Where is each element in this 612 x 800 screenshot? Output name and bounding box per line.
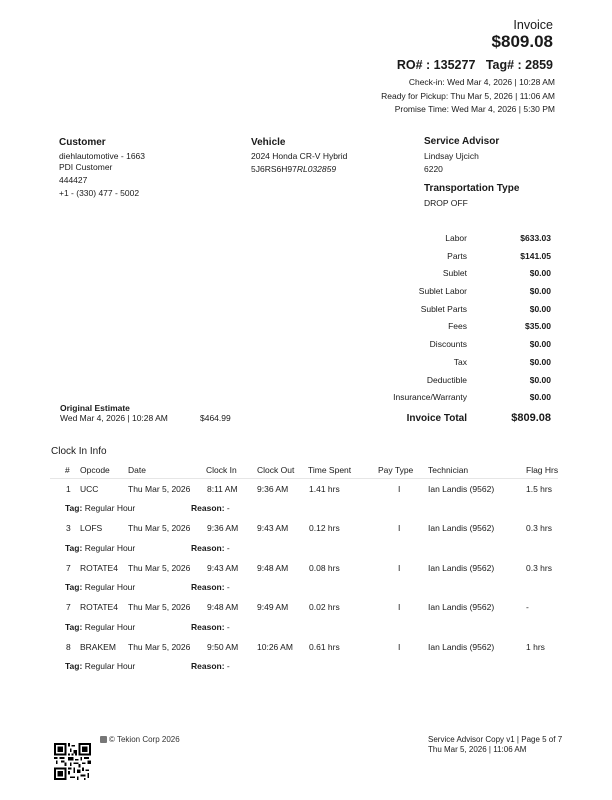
summary-value: $0.00 [529, 268, 551, 279]
cell-num: 8 [66, 642, 71, 652]
summary-label: Tax [453, 356, 467, 367]
summary-label: Parts [447, 250, 467, 261]
vehicle-vin [251, 163, 336, 176]
footer-printed-date: Thu Mar 5, 2026 | 11:06 AM [428, 745, 527, 754]
cell-clock-out: 9:48 AM [257, 563, 289, 573]
summary-label: Deductible [426, 374, 467, 385]
reason-key: Reason: [191, 582, 225, 592]
reason-value: - [226, 661, 230, 671]
cell-technician: Ian Landis (9562) [428, 642, 495, 652]
summary-row-fees [380, 321, 552, 339]
cell-clock-in: 8:11 AM [207, 484, 238, 494]
tag-key: Tag: [65, 543, 83, 553]
summary-value: $633.03 [520, 233, 551, 243]
cell-date: Thu Mar 5, 2026 [128, 484, 191, 494]
summary-row-sublet [380, 268, 552, 286]
summary-value: $141.05 [520, 250, 551, 261]
cell-date: Thu Mar 5, 2026 [128, 563, 191, 573]
cell-time-spent: 0.08 hrs [309, 563, 340, 573]
row-reason [191, 622, 230, 632]
summary-label: Discounts [429, 339, 467, 350]
original-estimate-date: Wed Mar 4, 2026 | 10:28 AM [60, 413, 168, 423]
reason-value: - [226, 543, 230, 553]
cell-opcode: UCC [80, 484, 99, 494]
col-header-clock-out: Clock Out [257, 465, 295, 475]
customer-name: diehlautomotive - 1663 [59, 151, 146, 161]
cell-pay-type: I [398, 642, 401, 652]
col-header-date: Date [128, 465, 146, 475]
row-tag [65, 622, 135, 632]
cell-date: Thu Mar 5, 2026 [128, 523, 191, 533]
cell-technician: Ian Landis (9562) [428, 602, 495, 612]
summary-row-parts [380, 251, 552, 269]
row-reason [191, 543, 230, 553]
cell-num: 7 [66, 602, 71, 612]
cell-pay-type: I [398, 563, 401, 573]
tag-key: Tag: [65, 582, 83, 592]
cell-time-spent: 0.61 hrs [309, 642, 340, 652]
tag-key: Tag: [65, 503, 83, 513]
customer-number: 444427 [59, 175, 88, 185]
footer-copy-info: Service Advisor Copy v1 | Page 5 of 7 [428, 735, 563, 744]
summary-row-labor [380, 233, 552, 251]
summary-row-discounts [380, 339, 552, 357]
cell-date: Thu Mar 5, 2026 [128, 602, 191, 612]
qr-code-icon [54, 743, 91, 780]
reason-key: Reason: [191, 503, 225, 513]
row-tag [65, 661, 135, 671]
vehicle-model: 2024 Honda CR-V Hybrid [251, 151, 348, 161]
invoice-label: Invoice [513, 18, 553, 32]
cell-flag-hrs: - [526, 602, 529, 612]
service-advisor-id: 6220 [424, 164, 443, 174]
cell-clock-out: 9:49 AM [257, 602, 289, 612]
summary-value: $0.00 [529, 303, 551, 314]
tekion-logo-icon [100, 736, 107, 743]
col-header-time-spent: Time Spent [308, 465, 352, 475]
row-reason [191, 582, 230, 592]
invoice-total-value: $809.08 [511, 412, 551, 424]
clock-in-title: Clock In Info [51, 446, 107, 457]
cell-technician: Ian Landis (9562) [428, 563, 495, 573]
summary-value: $0.00 [529, 339, 551, 350]
tag-key: Tag: [65, 661, 83, 671]
summary-row-deductible [380, 375, 552, 393]
cell-clock-out: 10:26 AM [257, 642, 293, 652]
col-header-opcode: Opcode [80, 465, 110, 475]
cell-flag-hrs: 0.3 hrs [526, 563, 552, 573]
cell-technician: Ian Landis (9562) [428, 523, 495, 533]
cell-technician: Ian Landis (9562) [428, 484, 495, 494]
cell-pay-type: I [398, 602, 401, 612]
cell-clock-in: 9:43 AM [207, 563, 239, 573]
cost-summary [380, 233, 552, 410]
tag-key: Tag: [65, 622, 83, 632]
cell-flag-hrs: 1.5 hrs [526, 484, 552, 494]
summary-label: Sublet Parts [420, 303, 467, 314]
reason-key: Reason: [191, 622, 225, 632]
col-header-flag-hrs: Flag Hrs [526, 465, 559, 475]
summary-value: $0.00 [529, 286, 551, 297]
cell-opcode: ROTATE4 [80, 602, 118, 612]
row-tag [65, 543, 135, 553]
copyright-text: © Tekion Corp 2026 [109, 735, 180, 744]
row-reason [191, 503, 230, 513]
original-estimate-amount: $464.99 [200, 413, 231, 423]
invoice-total-row [380, 411, 552, 427]
tag-value: Regular Hour [84, 582, 136, 592]
transportation-heading: Transportation Type [424, 183, 520, 194]
cell-pay-type: I [398, 523, 401, 533]
cell-opcode: ROTATE4 [80, 563, 118, 573]
row-tag [65, 582, 135, 592]
tag-value: Regular Hour [84, 543, 136, 553]
header-divider [50, 478, 558, 479]
col-header-pay-type: Pay Type [378, 465, 414, 475]
cell-flag-hrs: 1 hrs [526, 642, 545, 652]
tag-number: Tag# : 2859 [485, 58, 553, 72]
summary-label: Sublet Labor [418, 286, 467, 297]
cell-num: 7 [66, 563, 71, 573]
summary-value: $0.00 [529, 392, 551, 403]
cell-num: 1 [66, 484, 71, 494]
ready-for-pickup-time: Ready for Pickup: Thu Mar 5, 2026 | 11:06 AM [381, 91, 555, 101]
tag-value: Regular Hour [84, 622, 136, 632]
customer-heading: Customer [59, 137, 106, 148]
cell-clock-in: 9:36 AM [207, 523, 239, 533]
cell-clock-in: 9:48 AM [207, 602, 239, 612]
cell-opcode: BRAKEM [80, 642, 116, 652]
vin-suffix: RL032859 [296, 164, 337, 174]
cell-num: 3 [66, 523, 71, 533]
cell-time-spent: 0.02 hrs [309, 602, 340, 612]
service-advisor-heading: Service Advisor [424, 136, 500, 147]
footer-copyright [100, 735, 180, 744]
summary-label: Fees [448, 321, 467, 332]
invoice-total-label: Invoice Total [406, 413, 467, 424]
reason-value: - [226, 503, 230, 513]
cell-clock-out: 9:36 AM [257, 484, 289, 494]
summary-label: Insurance/Warranty [393, 392, 467, 403]
cell-clock-in: 9:50 AM [207, 642, 239, 652]
cell-time-spent: 1.41 hrs [309, 484, 340, 494]
reason-key: Reason: [191, 543, 225, 553]
ro-number: RO# : 135277 [396, 58, 476, 72]
invoice-total-amount: $809.08 [491, 32, 553, 51]
tag-value: Regular Hour [84, 661, 136, 671]
summary-label: Labor [445, 233, 467, 243]
vin-prefix: 5J6RS6H97 [251, 164, 297, 174]
promise-time: Promise Time: Wed Mar 4, 2026 | 5:30 PM [394, 104, 555, 114]
row-tag [65, 503, 135, 513]
summary-label: Sublet [442, 268, 467, 279]
summary-row-sublet-parts [380, 304, 552, 322]
cell-time-spent: 0.12 hrs [309, 523, 340, 533]
summary-row-tax [380, 357, 552, 375]
cell-date: Thu Mar 5, 2026 [128, 642, 191, 652]
original-estimate-label: Original Estimate [60, 403, 130, 413]
customer-phone: +1 - (330) 477 - 5002 [59, 188, 140, 198]
col-header-clock-in: Clock In [206, 465, 237, 475]
service-advisor-name: Lindsay Ujcich [424, 151, 479, 161]
cell-flag-hrs: 0.3 hrs [526, 523, 552, 533]
summary-value: $0.00 [529, 356, 551, 367]
customer-type: PDI Customer [59, 162, 113, 172]
cell-clock-out: 9:43 AM [257, 523, 289, 533]
transportation-type: DROP OFF [424, 198, 468, 208]
ro-tag-line [397, 58, 553, 72]
col-header-technician: Technician [428, 465, 469, 475]
reason-key: Reason: [191, 661, 225, 671]
cell-pay-type: I [398, 484, 401, 494]
summary-row-insurance [380, 392, 552, 410]
summary-value: $0.00 [529, 374, 551, 385]
row-reason [191, 661, 230, 671]
summary-row-sublet-labor [380, 286, 552, 304]
vehicle-heading: Vehicle [251, 137, 286, 148]
reason-value: - [226, 622, 230, 632]
check-in-time: Check-in: Wed Mar 4, 2026 | 10:28 AM [408, 77, 555, 87]
cell-opcode: LOFS [80, 523, 103, 533]
col-header-num: # [65, 465, 70, 475]
reason-value: - [226, 582, 230, 592]
tag-value: Regular Hour [84, 503, 136, 513]
summary-value: $35.00 [525, 321, 551, 332]
